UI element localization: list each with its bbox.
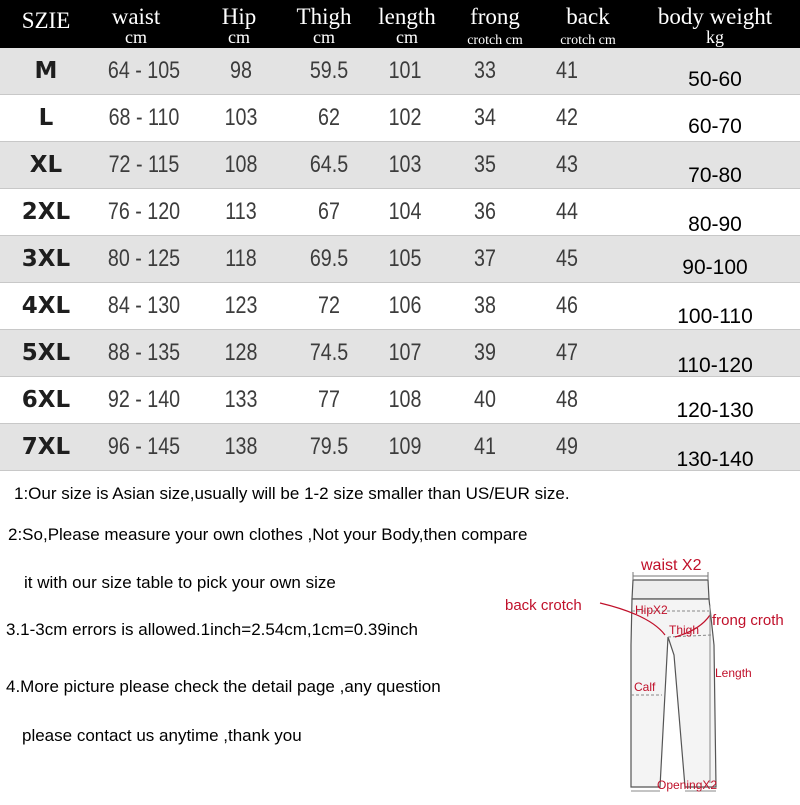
cell-thigh: 79.5 — [309, 433, 349, 460]
cell-thigh: 69.5 — [309, 245, 349, 272]
cell-back-crotch: 49 — [556, 433, 578, 460]
cell-waist: 64 - 105 — [107, 57, 181, 84]
cell-body-weight: 50-60 — [688, 68, 742, 91]
cell-thigh: 72 — [318, 292, 340, 319]
cell-front-crotch: 38 — [474, 292, 496, 319]
cell-body-weight: 120-130 — [676, 399, 754, 422]
cell-body-weight: 80-90 — [688, 213, 742, 236]
pants-measurement-diagram — [500, 555, 800, 800]
table-row — [0, 95, 800, 142]
note-more-pictures: 4.More picture please check the detail page ,any question — [6, 677, 441, 696]
header-cell-front-crotch — [452, 0, 538, 48]
cell-body-weight: 100-110 — [677, 305, 753, 328]
cell-length: 106 — [388, 292, 422, 319]
cell-hip: 113 — [225, 198, 257, 225]
cell-front-crotch: 39 — [474, 339, 496, 366]
cell-back-crotch: 44 — [556, 198, 578, 225]
cell-hip: 108 — [224, 151, 258, 178]
cell-length: 103 — [388, 151, 422, 178]
table-row — [0, 142, 800, 189]
cell-waist: 88 - 135 — [107, 339, 181, 366]
cell-size: 7XL — [21, 434, 71, 460]
cell-hip: 98 — [230, 57, 252, 84]
table-row — [0, 377, 800, 424]
header-label: length — [378, 4, 436, 29]
header-cell-size — [0, 0, 92, 48]
cell-size: 3XL — [21, 246, 71, 272]
cell-waist: 84 - 130 — [107, 292, 181, 319]
cell-back-crotch: 42 — [556, 104, 578, 131]
cell-front-crotch: 33 — [474, 57, 496, 84]
diagram-label-front-crotch: frong croth — [712, 612, 784, 629]
header-cell-length — [364, 0, 450, 48]
cell-length: 102 — [388, 104, 422, 131]
cell-body-weight: 110-120 — [677, 354, 753, 377]
table-row — [0, 424, 800, 471]
diagram-label-thigh: Thigh — [669, 623, 700, 637]
cell-back-crotch: 41 — [556, 57, 578, 84]
header-cell-body-weight — [640, 0, 790, 48]
cell-length: 101 — [388, 57, 422, 84]
table-row — [0, 236, 800, 283]
cell-size: M — [34, 58, 58, 84]
cell-thigh: 74.5 — [309, 339, 349, 366]
cell-body-weight: 70-80 — [688, 164, 742, 187]
cell-thigh: 67 — [318, 198, 340, 225]
cell-size: 6XL — [21, 387, 71, 413]
table-row — [0, 189, 800, 236]
table-body — [0, 48, 800, 471]
cell-length: 108 — [388, 386, 422, 413]
header-unit: cm — [313, 27, 335, 47]
cell-length: 109 — [388, 433, 422, 460]
cell-hip: 118 — [225, 245, 257, 272]
cell-waist: 72 - 115 — [108, 151, 180, 178]
header-unit: cm — [396, 27, 418, 47]
cell-thigh: 77 — [318, 386, 340, 413]
cell-thigh: 59.5 — [309, 57, 349, 84]
cell-body-weight: 130-140 — [676, 448, 754, 471]
cell-waist: 96 - 145 — [107, 433, 181, 460]
diagram-label-length: Length — [715, 666, 752, 680]
header-label: SZIE — [21, 8, 71, 33]
cell-hip: 123 — [224, 292, 258, 319]
note-compare-table: it with our size table to pick your own size — [24, 573, 336, 592]
cell-size: XL — [29, 152, 63, 178]
cell-size: 2XL — [21, 199, 71, 225]
cell-length: 104 — [388, 198, 422, 225]
header-unit: cm — [125, 27, 147, 47]
cell-front-crotch: 37 — [474, 245, 496, 272]
cell-front-crotch: 35 — [474, 151, 496, 178]
note-contact-us: please contact us anytime ,thank you — [22, 726, 302, 745]
note-asian-size: 1:Our size is Asian size,usually will be 1-2 size smaller than US/EUR size. — [14, 484, 570, 503]
header-cell-hip — [196, 0, 282, 48]
note-measure-clothes: 2:So,Please measure your own clothes ,Not your Body,then compare — [8, 525, 528, 544]
cell-back-crotch: 48 — [556, 386, 578, 413]
header-label: Hip — [221, 4, 257, 29]
diagram-label-calf: Calf — [634, 680, 656, 694]
header-cell-thigh — [278, 0, 370, 48]
cell-back-crotch: 43 — [556, 151, 578, 178]
diagram-label-opening: OpeningX2 — [657, 778, 718, 792]
header-label: waist — [111, 4, 161, 29]
header-unit: cm — [228, 27, 250, 47]
cell-thigh: 62 — [318, 104, 340, 131]
cell-front-crotch: 40 — [474, 386, 496, 413]
pants-outline-graphic — [500, 555, 800, 800]
cell-body-weight: 60-70 — [688, 115, 742, 138]
cell-front-crotch: 41 — [474, 433, 496, 460]
cell-waist: 68 - 110 — [108, 104, 180, 131]
diagram-label-hip: HipX2 — [635, 603, 668, 617]
cell-front-crotch: 34 — [474, 104, 496, 131]
cell-length: 107 — [388, 339, 422, 366]
header-cell-waist — [92, 0, 180, 48]
diagram-label-waist: waist X2 — [641, 557, 702, 574]
table-header — [0, 0, 800, 48]
header-cell-back-crotch — [542, 0, 634, 48]
diagram-label-back-crotch: back crotch — [505, 597, 582, 614]
header-label: back — [566, 4, 610, 29]
cell-back-crotch: 46 — [556, 292, 578, 319]
table-row — [0, 330, 800, 377]
header-label: frong — [470, 4, 520, 29]
header-unit: kg — [706, 27, 724, 47]
cell-size: 5XL — [21, 340, 71, 366]
cell-front-crotch: 36 — [474, 198, 496, 225]
header-unit: crotch cm — [560, 33, 616, 48]
table-row — [0, 48, 800, 95]
cell-back-crotch: 45 — [556, 245, 578, 272]
cell-hip: 133 — [224, 386, 258, 413]
header-label: body weight — [657, 4, 773, 29]
cell-length: 105 — [388, 245, 422, 272]
cell-thigh: 64.5 — [309, 151, 349, 178]
cell-back-crotch: 47 — [556, 339, 578, 366]
cell-waist: 76 - 120 — [107, 198, 181, 225]
header-unit: crotch cm — [467, 33, 523, 48]
cell-size: 4XL — [21, 293, 71, 319]
cell-hip: 128 — [224, 339, 258, 366]
table-row — [0, 283, 800, 330]
cell-hip: 103 — [224, 104, 258, 131]
cell-hip: 138 — [224, 433, 258, 460]
cell-body-weight: 90-100 — [682, 256, 748, 279]
note-errors-allowed: 3.1-3cm errors is allowed.1inch=2.54cm,1cm=0.39inch — [6, 620, 418, 639]
cell-waist: 80 - 125 — [107, 245, 181, 272]
cell-waist: 92 - 140 — [107, 386, 181, 413]
cell-size: L — [38, 105, 54, 131]
header-label: Thigh — [296, 4, 352, 29]
